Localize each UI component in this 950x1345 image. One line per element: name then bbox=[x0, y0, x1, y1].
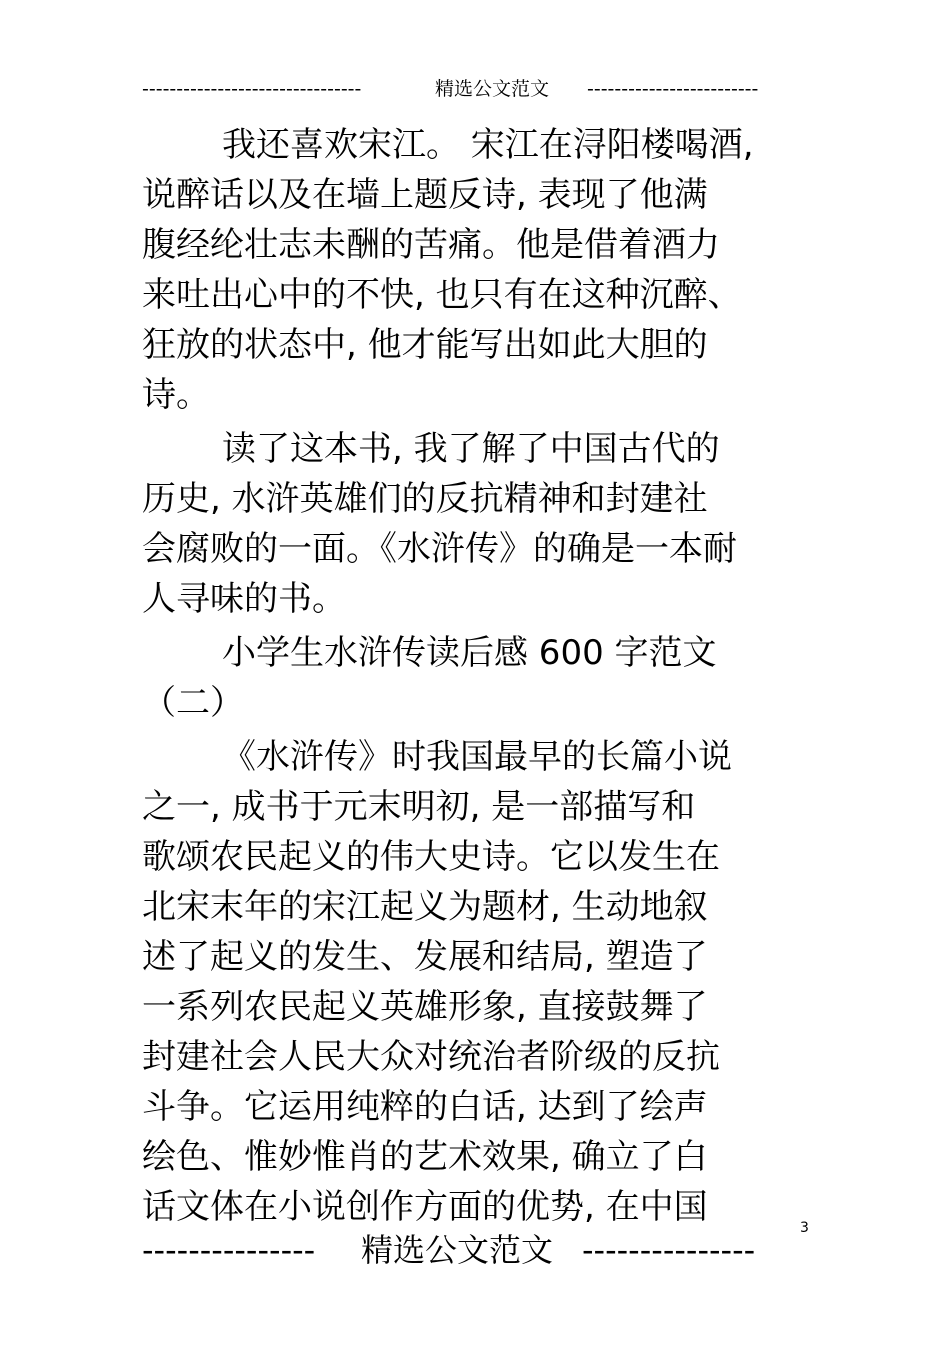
text-line: 我还喜欢宋江。 宋江在浔阳楼喝酒, bbox=[222, 125, 754, 165]
text-line: 《水浒传》时我国最早的长篇小说 bbox=[222, 737, 732, 777]
text-line: 腹经纶壮志未酬的苦痛。他是借着酒力 bbox=[142, 225, 720, 265]
text-line: 绘色、惟妙惟肖的艺术效果, 确立了白 bbox=[142, 1137, 708, 1177]
text-line: 述了起义的发生、发展和结局, 塑造了 bbox=[142, 937, 708, 977]
section-heading: 小学生水浒传读后感 600 字范文 bbox=[222, 633, 717, 673]
text-line: 会腐败的一面。《水浒传》的确是一本耐 bbox=[142, 529, 737, 569]
page-header bbox=[142, 74, 782, 104]
text-line: 一系列农民起义英雄形象, 直接鼓舞了 bbox=[142, 987, 708, 1027]
page-footer bbox=[142, 1228, 772, 1272]
header-title: 精选公文范文 bbox=[434, 78, 549, 100]
text-line: 人寻味的书。 bbox=[142, 579, 346, 619]
text-line: 之一, 成书于元末明初, 是一部描写和 bbox=[142, 787, 696, 827]
text-line: 狂放的状态中, 他才能写出如此大胆的 bbox=[142, 325, 708, 365]
text-line: 历史, 水浒英雄们的反抗精神和封建社 bbox=[142, 479, 708, 519]
footer-dashes-left: --------------- bbox=[142, 1231, 316, 1269]
text-line: 斗争。它运用纯粹的白话, 达到了绘声 bbox=[142, 1087, 708, 1127]
page-number: 3 bbox=[800, 1220, 809, 1236]
text-line: 读了这本书, 我了解了中国古代的 bbox=[222, 429, 720, 469]
text-line: 来吐出心中的不快, 也只有在这种沉醉、 bbox=[142, 275, 742, 315]
header-dashes-left: -------------------------------- bbox=[142, 78, 362, 100]
header-dashes-right: ------------------------- bbox=[586, 78, 759, 100]
document-body bbox=[142, 120, 802, 1232]
text-line: 北宋末年的宋江起义为题材, 生动地叙 bbox=[142, 887, 708, 927]
text-line: 话文体在小说创作方面的优势, 在中国 bbox=[142, 1187, 708, 1227]
text-line: 封建社会人民大众对统治者阶级的反抗 bbox=[142, 1037, 720, 1077]
footer-title: 精选公文范文 bbox=[360, 1231, 553, 1269]
section-heading-suffix: （二） bbox=[142, 683, 244, 723]
text-line: 诗。 bbox=[142, 375, 210, 415]
text-line: 说醉话以及在墙上题反诗, 表现了他满 bbox=[142, 175, 708, 215]
text-line: 歌颂农民起义的伟大史诗。它以发生在 bbox=[142, 837, 720, 877]
footer-dashes-right: --------------- bbox=[581, 1231, 756, 1269]
